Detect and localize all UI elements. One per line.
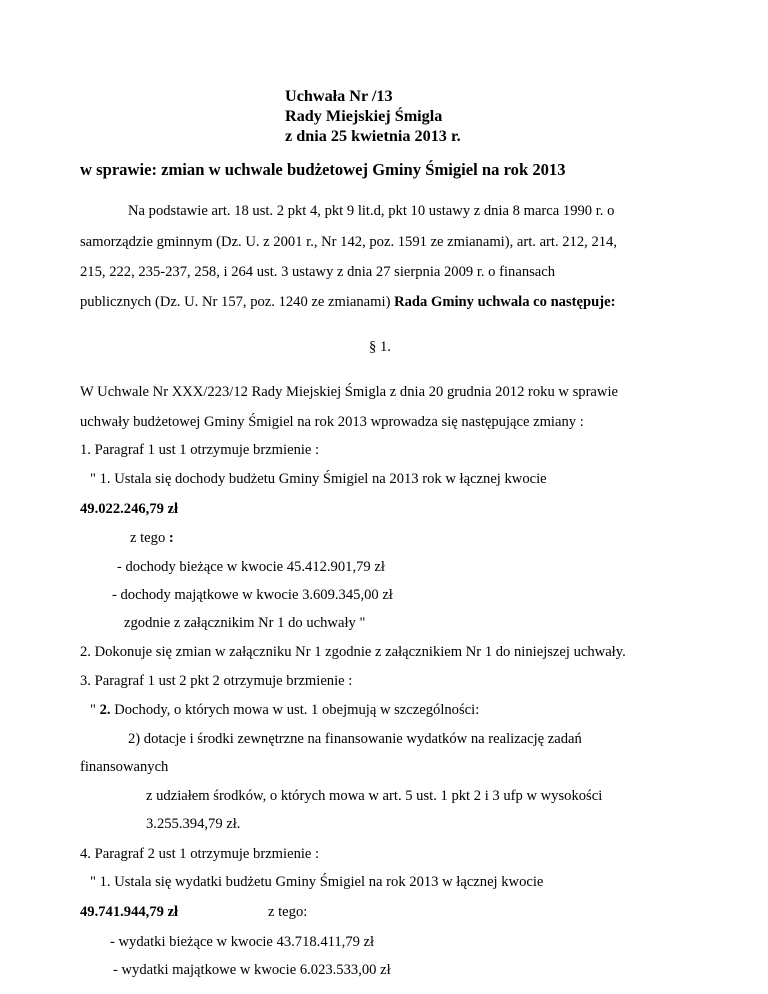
resolution-number: Uchwała Nr /13 [285, 87, 393, 105]
quote-line: " 2. Dochody, o których mowa w ust. 1 obejmują w szczególności: [90, 702, 480, 718]
subtotal-label: z tego: [268, 904, 308, 920]
body-line: zgodnie z załącznikim Nr 1 do uchwały " [124, 615, 366, 631]
subtotal-label: z tego : [130, 530, 174, 546]
preamble-line: Na podstawie art. 18 ust. 2 pkt 4, pkt 9 lit.d, pkt 10 ustawy z dnia 8 marca 1990 r. o [128, 203, 615, 219]
list-item: 1. Paragraf 1 ust 1 otrzymuje brzmienie : [80, 442, 320, 458]
income-total: 49.022.246,79 zł [80, 501, 179, 517]
preamble-enacting-clause: Rada Gminy uchwala co następuje: [394, 294, 616, 310]
preamble-line: 215, 222, 235-237, 258, i 264 ust. 3 ustawy z dnia 27 sierpnia 2009 r. o finansach [80, 264, 556, 280]
expenditure-current: - wydatki bieżące w kwocie 43.718.411,79 zł [110, 934, 375, 950]
body-line: finansowanych [80, 759, 169, 775]
list-item: 4. Paragraf 2 ust 1 otrzymuje brzmienie : [80, 846, 320, 862]
resolution-date: z dnia 25 kwietnia 2013 r. [285, 127, 461, 145]
expenditure-total: 49.741.944,79 zł [80, 904, 179, 920]
income-current: - dochody bieżące w kwocie 45.412.901,79 zł [117, 559, 385, 575]
preamble-line: samorządzie gminnym (Dz. U. z 2001 r., Nr 142, poz. 1591 ze zmianami), art. art. 212, 214, [80, 234, 617, 250]
list-item: 3. Paragraf 1 ust 2 pkt 2 otrzymuje brzmienie : [80, 673, 353, 689]
expenditure-property: - wydatki majątkowe w kwocie 6.023.533,00 zł [113, 962, 391, 978]
section-mark: § 1. [369, 339, 391, 355]
preamble-line [80, 293, 615, 311]
grant-amount: 3.255.394,79 zł. [146, 816, 241, 832]
preamble-text: publicznych (Dz. U. Nr 157, poz. 1240 ze zmianami) [80, 294, 395, 310]
body-line: uchwały budżetowej Gminy Śmigiel na rok 2013 wprowadza się następujące zmiany : [80, 414, 584, 430]
list-item: 2. Dokonuje się zmian w załączniku Nr 1 zgodnie z załącznikiem Nr 1 do niniejszej uchwały. [80, 644, 626, 660]
body-line: W Uchwale Nr XXX/223/12 Rady Miejskiej Śmigla z dnia 20 grudnia 2012 roku w sprawie [80, 384, 618, 400]
income-property: - dochody majątkowe w kwocie 3.609.345,00 zł [112, 587, 393, 603]
resolution-subject: w sprawie: zmian w uchwale budżetowej Gminy Śmigiel na rok 2013 [80, 160, 566, 179]
body-line: 2) dotacje i środki zewnętrzne na finansowanie wydatków na realizację zadań [128, 731, 582, 747]
quote-line: " 1. Ustala się dochody budżetu Gminy Śmigiel na 2013 rok w łącznej kwocie [90, 471, 547, 487]
council-name: Rady Miejskiej Śmigla [285, 107, 443, 125]
body-line: z udziałem środków, o których mowa w art. 5 ust. 1 pkt 2 i 3 ufp w wysokości [146, 788, 603, 804]
quote-line: " 1. Ustala się wydatki budżetu Gminy Śmigiel na rok 2013 w łącznej kwocie [90, 874, 544, 890]
